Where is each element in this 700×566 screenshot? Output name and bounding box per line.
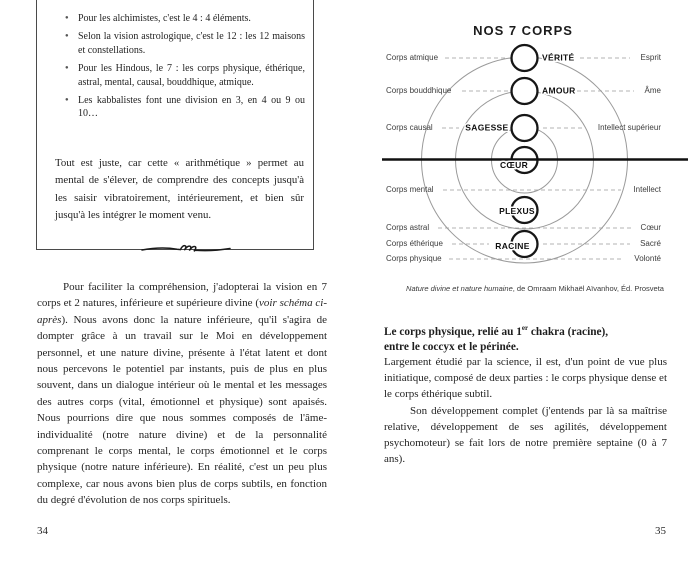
ordinal-superscript: er <box>521 324 529 332</box>
right-faculty-labels <box>598 53 662 263</box>
paragraph-italic-text: voir schéma ci-après <box>37 297 328 326</box>
chakra-label: CŒUR <box>499 160 529 170</box>
heading-text: entre le coccyx et le périnée. <box>384 341 519 354</box>
list-item <box>65 30 305 57</box>
page-number-left: 34 <box>37 525 48 537</box>
bullet-icon: ● <box>65 33 69 40</box>
faculty-label: Cœur <box>640 223 661 233</box>
heading-text: Le corps physique, relié au 1 <box>384 325 522 338</box>
body-label: Corps bouddhique <box>386 86 452 96</box>
chakra-label: AMOUR <box>542 85 576 96</box>
chakra-label: RACINE <box>495 241 530 251</box>
list-item-text: Selon la vision astrologique, c'est le 12 : les 12 maisons et constellations. <box>78 31 305 56</box>
seven-bodies-diagram <box>372 16 698 268</box>
page-number-right: 35 <box>655 525 666 537</box>
left-body-labels <box>386 53 452 263</box>
bullet-icon: ● <box>65 65 69 72</box>
body-paragraph: Son développement complet (j'entends par là sa maîtrise relative, développement de ses agilités, développement psychomoteur) se fait lors de notre première septaine (0 à 7 ans). <box>384 405 667 465</box>
caption-title-text: Nature divine et nature humaine <box>406 284 513 293</box>
faculty-label: Âme <box>644 86 661 96</box>
paragraph-text: ). Nous avons donc la nature inférieure, qu'il s'agira de dompter grâce à un travail sur le Moi en développement personnel, et une nature divine, présente à l'état latent et dont nous percevons le potentiel par instants, puis de plus en plus souvent, dans un dialogue intérieur où le mental et les messages des autres corps (vital, émotionnel et physique) sont apaisés. Nous pourrions dire que nous sommes composés de l'âme-individualité (notre nature divine) et de la personnalité comprenant le corps mental, le corps émotionnel et le corps physique (notre nature inférieure). En réalité, c'est un peu plus complexe, car nous avons bien plus de corps subtils, en fonction du degré d'évolution de nos corps spirituels. <box>37 313 327 507</box>
faculty-label: Intellect <box>633 185 661 195</box>
flourish-ornament <box>141 242 231 256</box>
body-paragraph <box>37 279 327 509</box>
body-text-right <box>384 355 667 468</box>
list-item <box>65 94 305 121</box>
chakra-label: VÉRITÉ <box>542 52 575 63</box>
paragraph-text: Pour faciliter la compréhension, j'adopterai la vision en 7 corps et 2 natures, inférieure et supérieure divine ( <box>37 281 327 310</box>
faculty-label: Volonté <box>634 254 661 264</box>
chakra-circle-amour <box>512 78 538 104</box>
faculty-label: Esprit <box>640 53 661 63</box>
bullet-icon: ● <box>65 15 69 21</box>
bullet-icon: ● <box>65 97 69 104</box>
body-label: Corps atmique <box>386 53 439 63</box>
diagram-caption <box>372 284 698 293</box>
section-heading <box>384 321 668 356</box>
chakra-label: PLEXUS <box>499 206 535 216</box>
list-item <box>65 12 305 25</box>
list-item-text: Les kabbalistes font une division en 3, en 4 ou 9 ou 10… <box>78 95 305 120</box>
chakra-circles <box>512 45 538 257</box>
list-item <box>65 62 305 89</box>
diagram-title: NOS 7 CORPS <box>473 23 573 38</box>
body-label: Corps astral <box>386 223 430 233</box>
body-paragraph: Largement étudié par la science, il est, d'un point de vue plus initiatique, composé de deux parties : le corps physique dense et le corps éthérique subtil. <box>384 356 667 400</box>
faculty-label: Intellect supérieur <box>597 123 661 133</box>
body-label: Corps causal <box>386 123 433 133</box>
body-label: Corps physique <box>386 254 442 264</box>
heading-text: chakra (racine), <box>528 325 609 338</box>
list-item-text: Pour les alchimistes, c'est le 4 : 4 éléments. <box>78 13 251 24</box>
body-label: Corps mental <box>386 185 434 195</box>
list-item-text: Pour les Hindous, le 7 : les corps physique, éthérique, astral, mental, causal, bouddhique, atmique. <box>78 63 305 88</box>
enumeration-list <box>65 12 305 126</box>
boxed-paragraph: Tout est juste, car cette « arithmétique » permet au mental de s'élever, de comprendre des concepts jusqu'à les saisir vibratoirement, intérieurement, et bien sûr jusqu'à les intégrer le moment venu. <box>55 157 304 222</box>
chakra-circle-sagesse <box>512 115 538 141</box>
body-label: Corps éthérique <box>386 239 443 249</box>
faculty-label: Sacré <box>640 239 661 249</box>
chakra-circle-verite <box>512 45 538 71</box>
chakra-label: SAGESSE <box>465 122 509 133</box>
caption-rest-text: , de Omraam Mikhaël Aïvanhov, Éd. Prosveta <box>512 284 664 293</box>
